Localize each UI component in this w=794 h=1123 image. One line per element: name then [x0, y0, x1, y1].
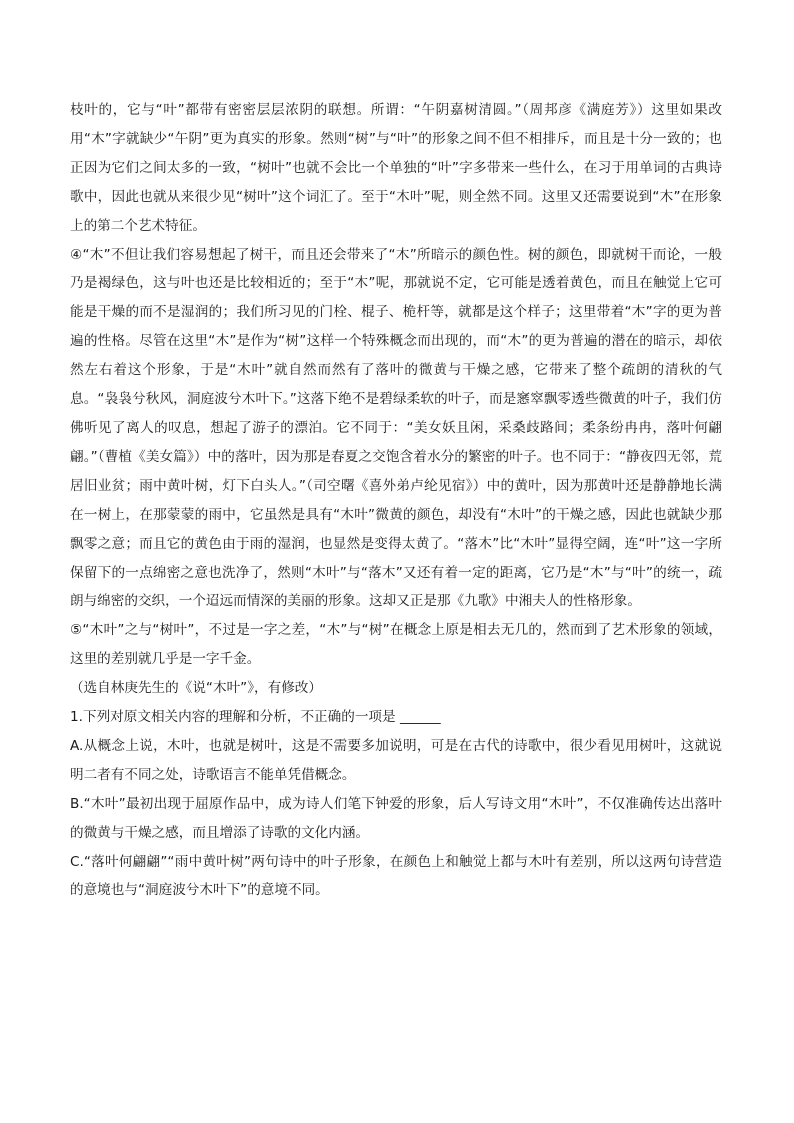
question-1-option-c: C.“落叶何翩翩”“雨中黄叶树”两句诗中的叶子形象，在颜色上和触觉上都与木叶有差别，所以这两句诗营造的意境也与“洞庭波兮木叶下”的意境不同。 [70, 853, 722, 899]
passage-paragraph-5: ⑤“木叶”之与“树叶”，不过是一字之差，“木”与“树”在概念上原是相去无几的，然而到了艺术形象的领域，这里的差别就几乎是一字千金。 [70, 622, 722, 668]
document-page [70, 96, 722, 905]
passage-paragraph-3-continued: 枝叶的，它与“叶”都带有密密层层浓阴的联想。所谓：“午阴嘉树清圆。”（周邦彦《满庭芳》）这里如果改用“木”字就缺少“午阴”更为真实的形象。然则“树”与“叶”的形象之间不但不相排斥，而且是十分一致的；也正因为它们之间太多的一致，“树叶”也就不会比一个单独的“叶”字多带来一些什么，在习于用单词的古典诗歌中，因此也就从来很少见“树叶”这个词汇了。至于“木叶”呢，则全然不同。这里又还需要说到“木”在形象上的第二个艺术特征。 [70, 102, 722, 234]
source-note: （选自林庚先生的《说“木叶”》，有修改） [70, 680, 322, 697]
question-1-option-a: A.从概念上说，木叶，也就是树叶，这是不需要多加说明，可是在古代的诗歌中，很少看见用树叶，这就说明二者有不同之处，诗歌语言不能单凭借概念。 [70, 737, 722, 783]
question-1-stem: 1.下列对原文相关内容的理解和分析，不正确的一项是 ______ [70, 709, 441, 726]
question-1-option-b: B.“木叶”最初出现于屈原作品中，成为诗人们笔下钟爱的形象，后人写诗文用“木叶”，不仅准确传达出落叶的微黄与干燥之感，而且增添了诗歌的文化内涵。 [70, 795, 722, 841]
passage-paragraph-4: ④“木”不但让我们容易想起了树干，而且还会带来了“木”所暗示的颜色性。树的颜色，即就树干而论，一般乃是褐绿色，这与叶也还是比较相近的；至于“木”呢，那就说不定，它可能是透着黄色，而且在触觉上它可能是干燥的而不是湿润的；我们所习见的门栓、棍子、桅杆等，就都是这个样子；这里带着“木”字的更为普遍的性格。尽管在这里“木”是作为“树”这样一个特殊概念而出现的，而“木”的更为普遍的潜在的暗示，却依然左右着这个形象，于是“木叶”就自然而然有了落叶的微黄与干燥之感，它带来了整个疏朗的清秋的气息。“袅袅兮秋风，洞庭波兮木叶下。”这落下绝不是碧绿柔软的叶子，而是窸窣飘零透些微黄的叶子，我们仿佛听见了离人的叹息，想起了游子的漂泊。它不同于：“美女妖且闲，采桑歧路间；柔条纷冉冉，落叶何翩翩。”（曹植《美女篇》）中的落叶，因为那是春夏之交饱含着水分的繁密的叶子。也不同于：“静夜四无邻，荒居旧业贫；雨中黄叶树，灯下白头人。”（司空曙《喜外弟卢纶见宿》）中的黄叶，因为那黄叶还是静静地长满在一树上，在那蒙蒙的雨中，它虽然是具有“木叶”微黄的颜色，却没有“木叶”的干燥之感，因此也就缺少那飘零之意；而且它的黄色由于雨的湿润，也显然是变得太黄了。“落木”比“木叶”显得空阔，连“叶”这一字所保留下的一点绵密之意也洗净了，然则“木叶”与“落木”又还有着一定的距离，它乃是“木”与“叶”的统一，疏朗与绵密的交织，一个迢远而情深的美丽的形象。这却又正是那《九歌》中湘夫人的性格形象。 [70, 246, 722, 610]
